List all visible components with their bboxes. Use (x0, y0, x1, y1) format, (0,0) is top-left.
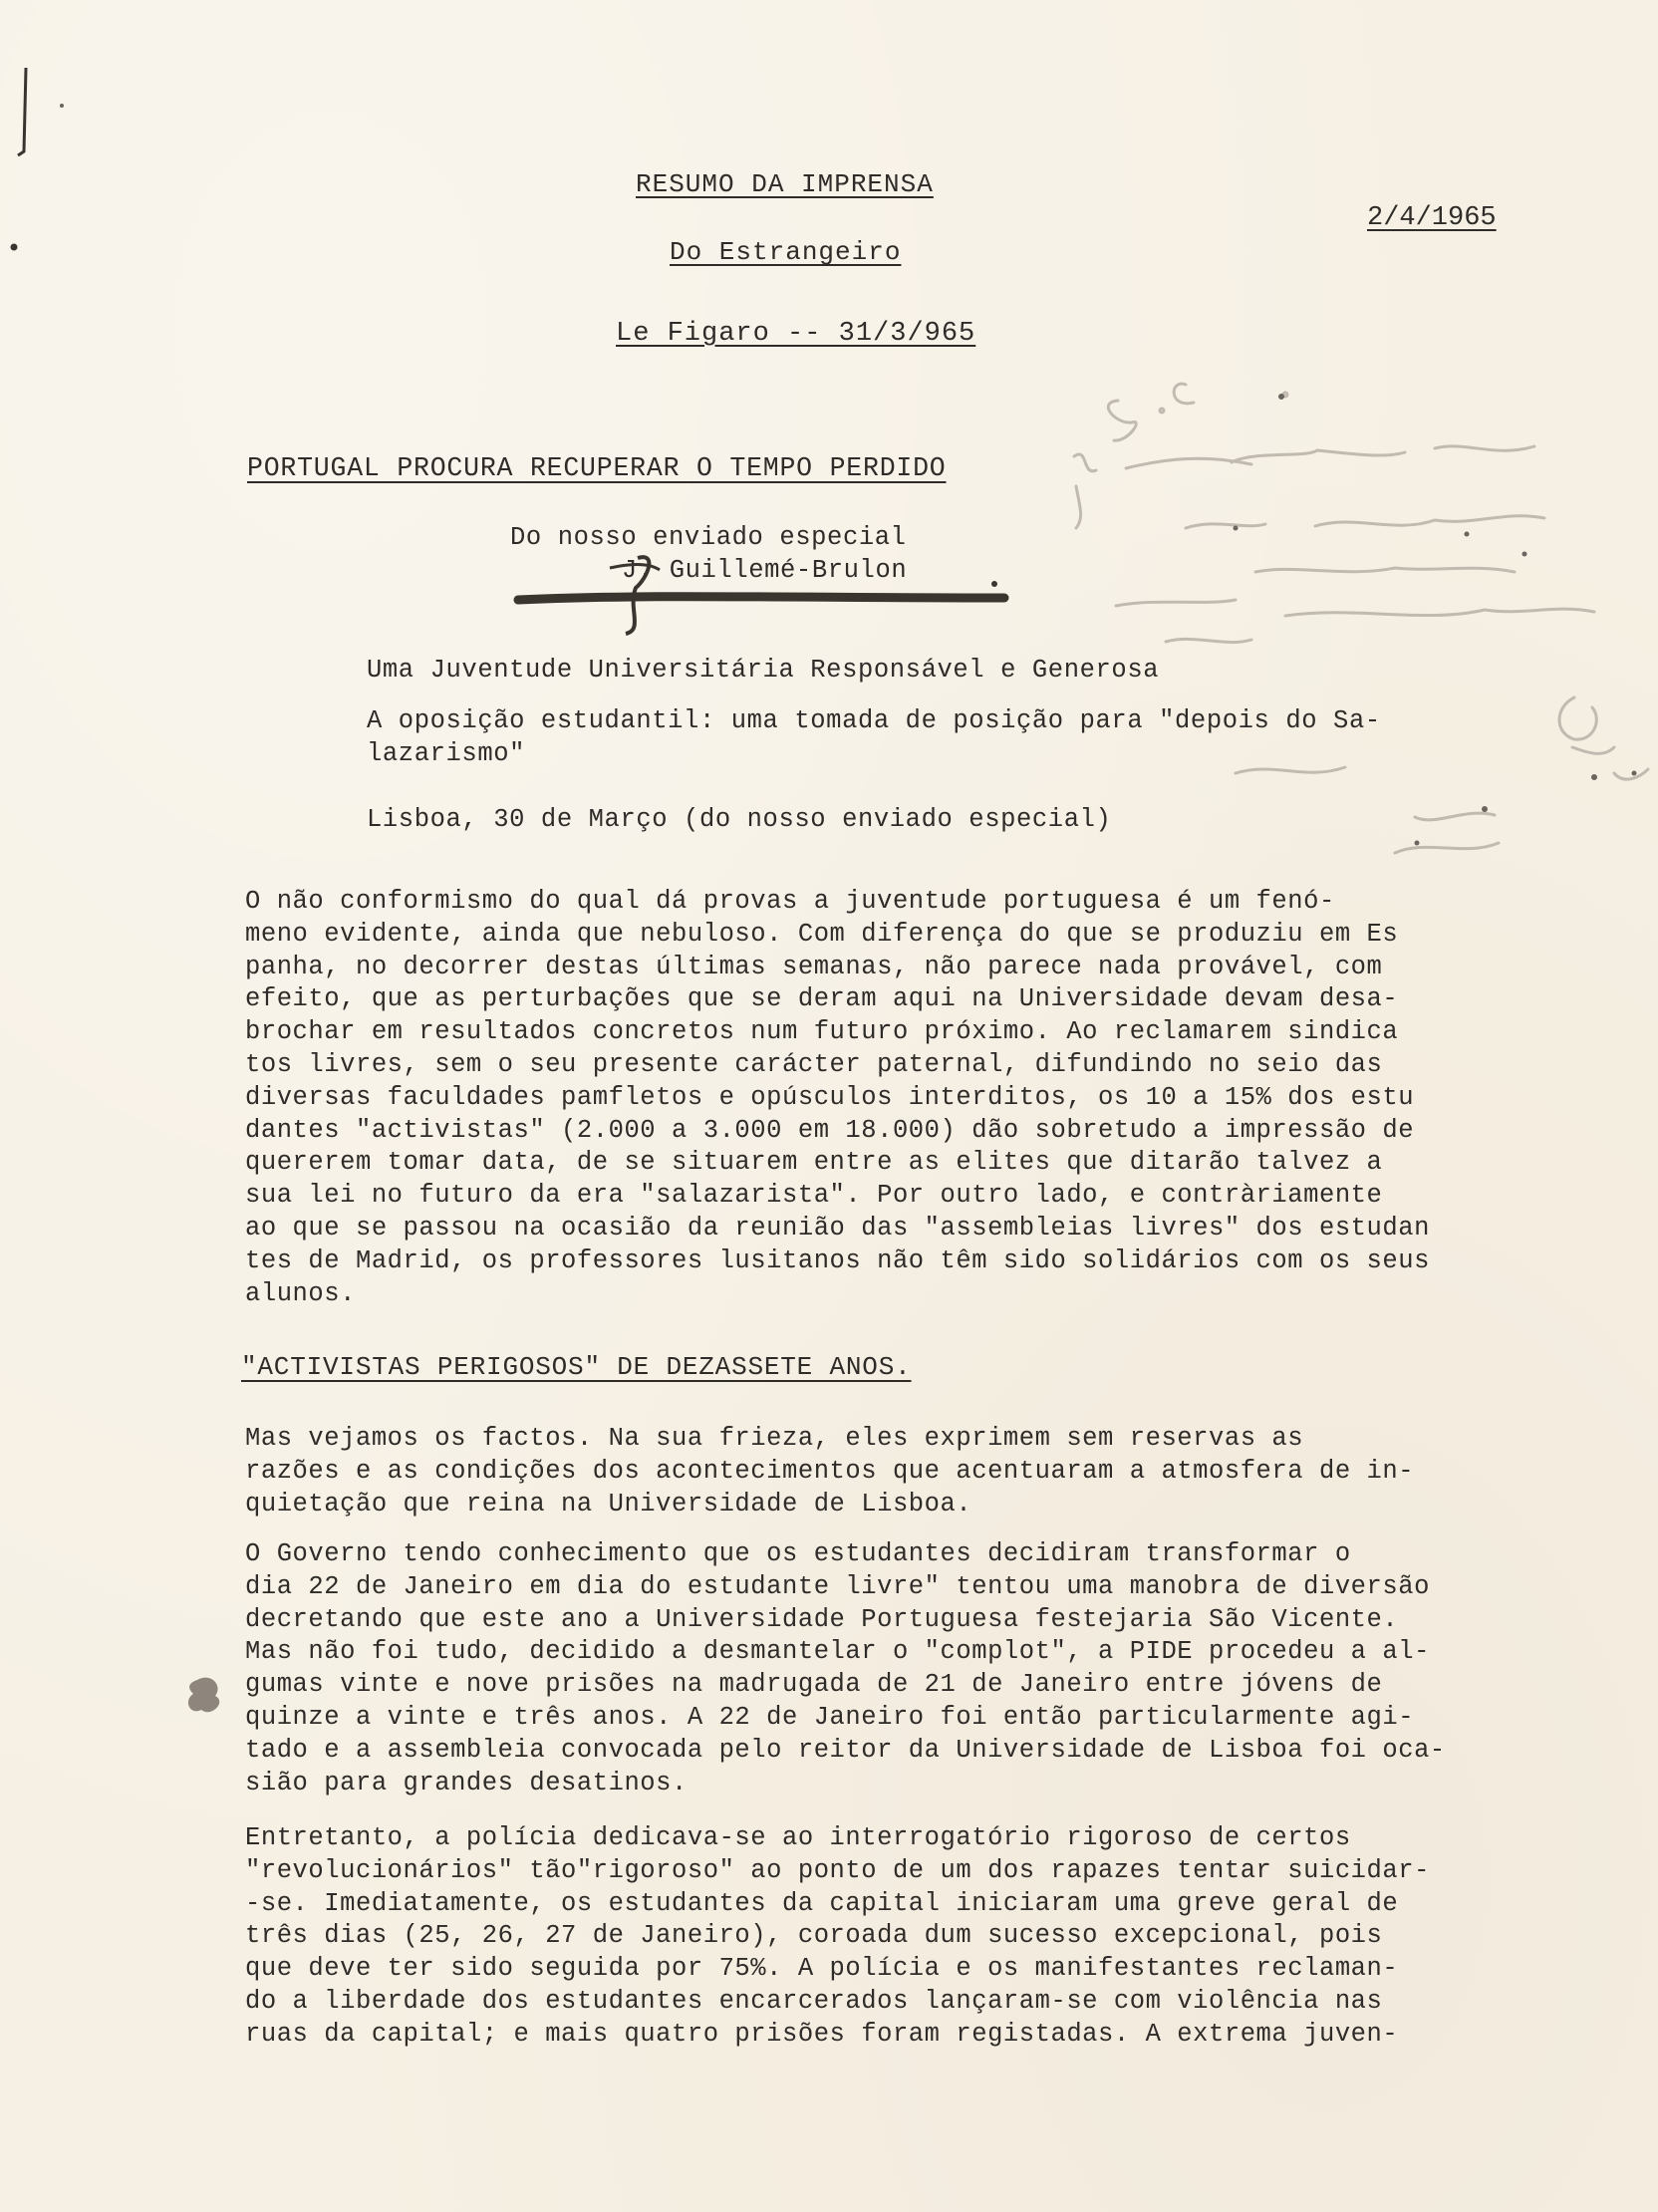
binder-marks (0, 0, 80, 299)
paragraph-3: O Governo tendo conhecimento que os estudantes decidiram transformar o dia 22 de Janeiro em dia do estudante livre" tentou uma manobra de diversão decretando que este ano a Universidade Portuguesa festejaria São Vicente. Mas não foi tudo, decidido a desmantelar o "complot", a PIDE procedeu a al- gumas vinte e nove prisões na madrugada de 21 de Janeiro entre jóvens de quinze a vinte e três anos. A 22 de Janeiro foi então particularmente agi- tado e a assembleia convocada pelo reitor da Universidade de Lisboa foi oca- sião para grandes desatinos. (245, 1539, 1446, 1797)
article-dateline: Lisboa, 30 de Março (do nosso enviado especial) (367, 805, 1112, 834)
document-title: RESUMO DA IMPRENSA (636, 169, 934, 199)
source-line: Le Figaro -- 31/3/965 (616, 319, 976, 349)
subhead-youth: Uma Juventude Universitária Responsável e Generosa (367, 656, 1160, 685)
subhead-opposition-line1: A oposição estudantil: uma tomada de posição para "depois do Sa- (367, 706, 1381, 735)
section-title-activistas: "ACTIVISTAS PERIGOSOS" DE DEZASSETE ANOS. (241, 1352, 912, 1382)
paragraph-4: Entretanto, a polícia dedicava-se ao interrogatório rigoroso de certos "revolucionários" tão"rigoroso" ao ponto de um dos rapazes tentar suicidar- -se. Imediatamente, os estudantes da capital iniciaram uma greve geral de três dias (25, 26, 27 de Janeiro), coroada dum sucesso excepcional, pois que deve ter sido seguida por 75%. A polícia e os manifestantes reclaman- do a liberdade dos estudantes encarcerados lançaram-se com violência nas ruas da capital; e mais quatro prisões foram registadas. A extrema juven- (245, 1823, 1430, 2049)
pencil-annotations (1056, 359, 1654, 877)
byline-correspondent: Do nosso enviado especial (510, 523, 907, 552)
handwritten-signature-mark (498, 538, 1016, 638)
byline-author: J. Guillemé-Brulon (622, 556, 908, 585)
subhead-opposition-line2: lazarismo" (367, 739, 526, 768)
ink-blot (177, 1666, 237, 1726)
paragraph-2: Mas vejamos os factos. Na sua frieza, eles exprimem sem reservas as razões e as condições dos acontecimentos que acentuaram a atmosfera de in- quietação que reina na Universidade de Lisboa. (245, 1424, 1415, 1519)
document-date: 2/4/1965 (1367, 203, 1497, 233)
document-subtitle: Do Estrangeiro (670, 237, 902, 267)
paragraph-1: O não conformismo do qual dá provas a juventude portuguesa é um fenó- meno evidente, ainda que nebuloso. Com diferença do que se produziu em Es panha, no decorrer destas últimas semanas, não parece nada provável, com efeito, que as perturbações que se deram aqui na Universidade devam desa- brochar em resultados concretos num futuro próximo. Ao reclamarem sindica tos livres, sem o seu presente carácter paternal, difundindo no seio das diversas faculdades pamfletos e opúsculos interditos, os 10 a 15% dos estu dantes "activistas" (2.000 a 3.000 em 18.000) dão sobretudo a impressão de quererem tomar data, de se situarem entre as elites que ditarão talvez a sua lei no futuro da era "salazarista". Por outro lado, e contràriamente ao que se passou na ocasião da reunião das "assembleias livres" dos estudan tes de Madrid, os professores lusitanos não têm sido solidários com os seus alunos. (245, 887, 1430, 1308)
article-headline: PORTUGAL PROCURA RECUPERAR O TEMPO PERDIDO (247, 453, 947, 483)
